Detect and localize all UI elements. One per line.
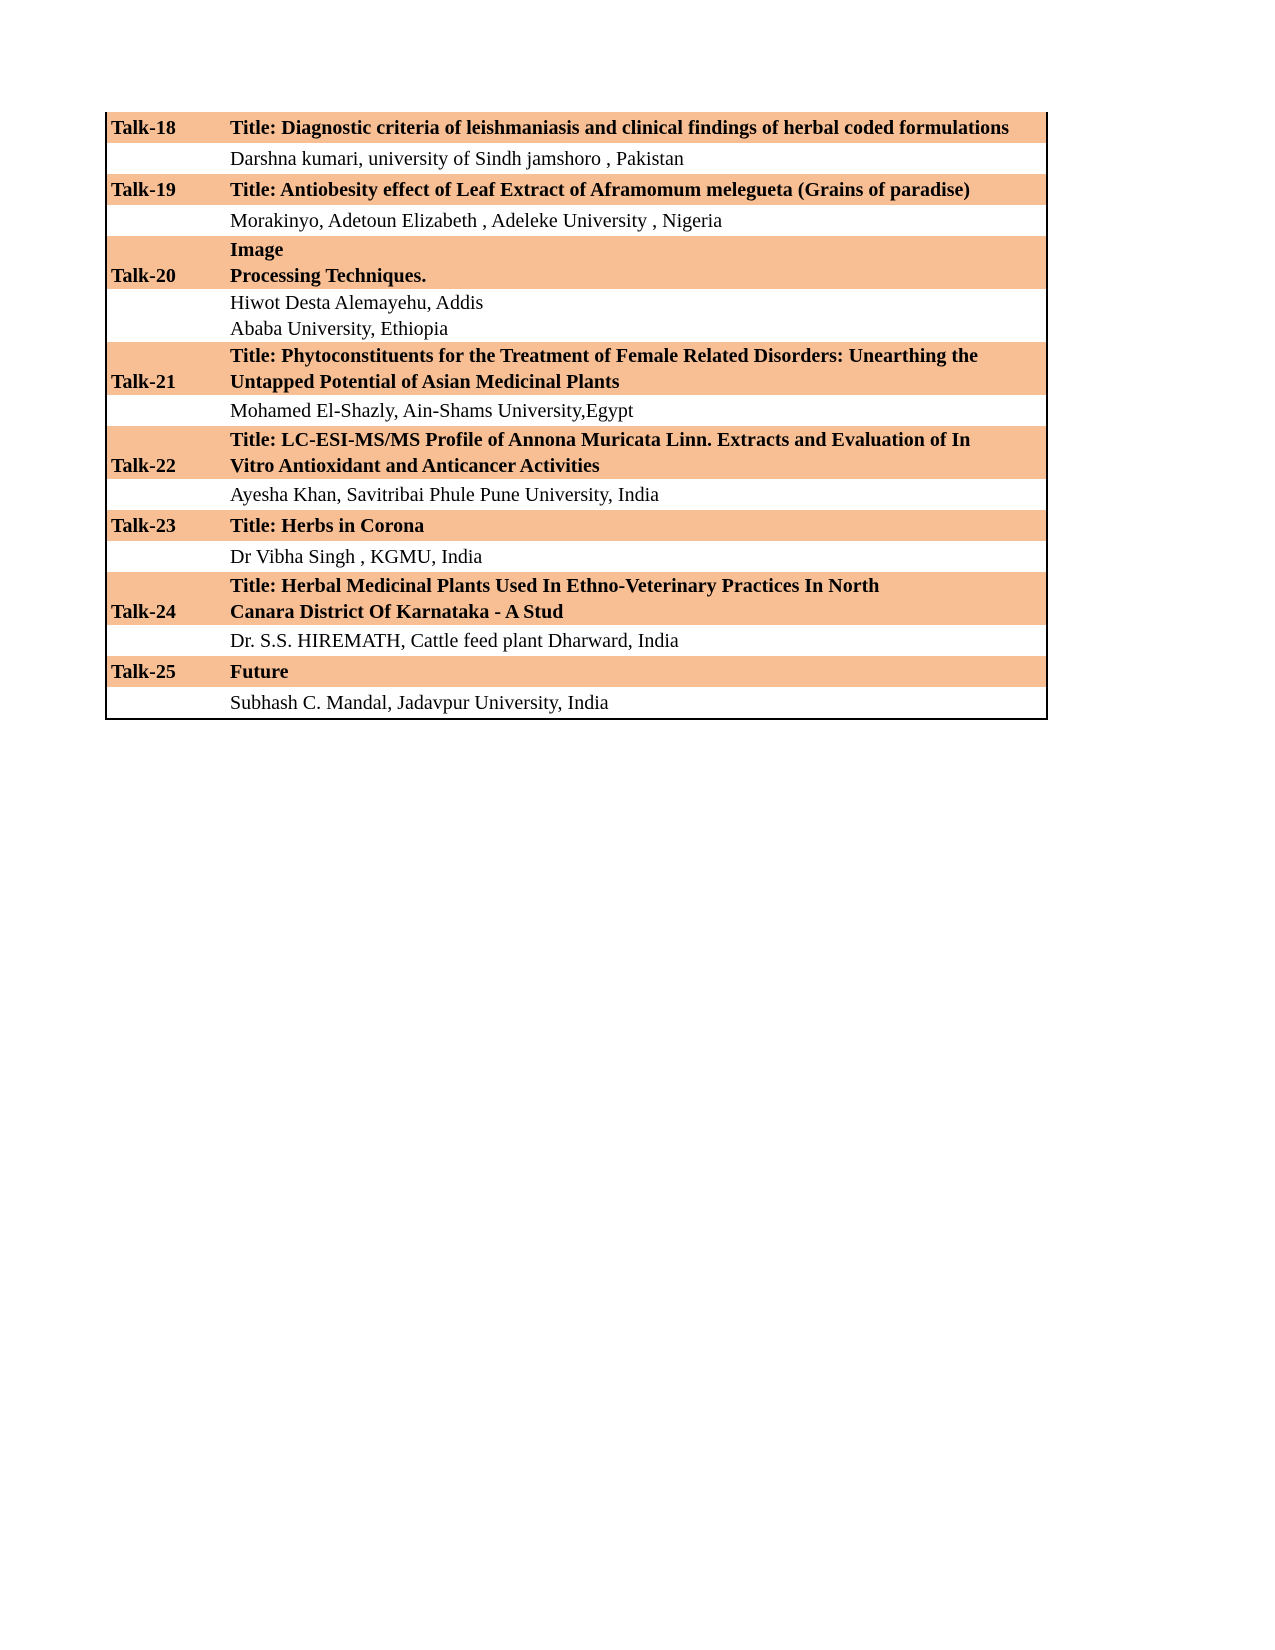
empty-label-cell xyxy=(107,172,230,174)
talk-author-line: Morakinyo, Adetoun Elizabeth , Adeleke University , Nigeria xyxy=(230,210,723,232)
talk-author-line: Dr Vibha Singh , KGMU, India xyxy=(230,546,483,568)
talk-author xyxy=(230,482,1046,510)
talk-title xyxy=(230,343,1046,395)
talk-title-line: Processing Techniques. xyxy=(230,265,427,287)
talk-author xyxy=(230,208,1046,236)
empty-label-cell xyxy=(107,716,230,718)
talk-title-line: Title: Diagnostic criteria of leishmaniasis and clinical findings of herbal coded formulations xyxy=(230,117,1010,139)
talk-title-row xyxy=(107,112,1046,143)
talk-title xyxy=(230,177,1046,205)
talk-title-line: Untapped Potential of Asian Medicinal Plants xyxy=(230,371,620,393)
talk-entry xyxy=(107,174,1046,236)
talk-entry xyxy=(107,426,1046,510)
talk-author xyxy=(230,290,1046,342)
talk-title xyxy=(230,573,1046,625)
talk-entry xyxy=(107,342,1046,426)
talk-entry xyxy=(107,572,1046,656)
talk-author-row xyxy=(107,625,1046,656)
talk-title-row xyxy=(107,426,1046,479)
talk-author xyxy=(230,628,1046,656)
talk-author xyxy=(230,146,1046,174)
talk-title-line: Vitro Antioxidant and Anticancer Activities xyxy=(230,455,600,477)
talk-title xyxy=(230,237,1046,289)
talk-author xyxy=(230,544,1046,572)
talk-author-line: Hiwot Desta Alemayehu, Addis xyxy=(230,292,484,314)
talk-title-row xyxy=(107,572,1046,625)
talk-author-row xyxy=(107,687,1046,718)
talk-author-line: Ababa University, Ethiopia xyxy=(230,318,449,340)
talk-title-line: Title: LC-ESI-MS/MS Profile of Annona Muricata Linn. Extracts and Evaluation of In xyxy=(230,429,971,451)
talk-title-line: Title: Antiobesity effect of Leaf Extract of Aframomum melegueta (Grains of paradise) xyxy=(230,179,971,201)
talk-title-line: Title: Phytoconstituents for the Treatment of Female Related Disorders: Unearthing the xyxy=(230,345,979,367)
talk-title-row xyxy=(107,236,1046,289)
talk-author-line: Ayesha Khan, Savitribai Phule Pune University, India xyxy=(230,484,660,506)
talk-label: Talk-20 xyxy=(111,265,176,287)
talk-author-row xyxy=(107,143,1046,174)
talk-schedule-table xyxy=(105,112,1048,720)
talk-label: Talk-22 xyxy=(111,455,176,477)
empty-label-cell xyxy=(107,424,230,426)
talk-title-row xyxy=(107,656,1046,687)
talk-author-row xyxy=(107,541,1046,572)
talk-label: Talk-24 xyxy=(111,601,176,623)
talk-title-line: Image xyxy=(230,239,284,261)
talk-label: Talk-21 xyxy=(111,371,176,393)
talk-author xyxy=(230,690,1046,718)
empty-label-cell xyxy=(107,234,230,236)
empty-label-cell xyxy=(107,570,230,572)
talk-title-line: Future xyxy=(230,661,289,683)
talk-label: Talk-19 xyxy=(111,179,176,201)
talk-author-line: Subhash C. Mandal, Jadavpur University, India xyxy=(230,692,609,714)
talk-title xyxy=(230,115,1046,143)
talk-entry xyxy=(107,236,1046,342)
talk-author-row xyxy=(107,289,1046,342)
talk-author-row xyxy=(107,395,1046,426)
talk-title-line: Title: Herbal Medicinal Plants Used In Ethno-Veterinary Practices In North xyxy=(230,575,880,597)
talk-author-line: Darshna kumari, university of Sindh jamshoro , Pakistan xyxy=(230,148,684,170)
talk-author-row xyxy=(107,205,1046,236)
talk-author xyxy=(230,398,1046,426)
talk-label: Talk-18 xyxy=(111,117,176,139)
talk-title-line: Canara District Of Karnataka - A Stud xyxy=(230,601,564,623)
talk-title-row xyxy=(107,510,1046,541)
talk-entry xyxy=(107,510,1046,572)
talk-title-row xyxy=(107,174,1046,205)
talk-label: Talk-25 xyxy=(111,661,176,683)
empty-label-cell xyxy=(107,508,230,510)
talk-title-row xyxy=(107,342,1046,395)
talk-author-row xyxy=(107,479,1046,510)
talk-label: Talk-23 xyxy=(111,515,176,537)
talk-title-line: Title: Herbs in Corona xyxy=(230,515,425,537)
talk-title xyxy=(230,427,1046,479)
talk-author-line: Mohamed El-Shazly, Ain-Shams University,Egypt xyxy=(230,400,634,422)
talk-title xyxy=(230,659,1046,687)
talk-entry xyxy=(107,656,1046,718)
talk-entry xyxy=(107,112,1046,174)
talk-author-line: Dr. S.S. HIREMATH, Cattle feed plant Dharward, India xyxy=(230,630,679,652)
talk-title xyxy=(230,513,1046,541)
empty-label-cell xyxy=(107,654,230,656)
